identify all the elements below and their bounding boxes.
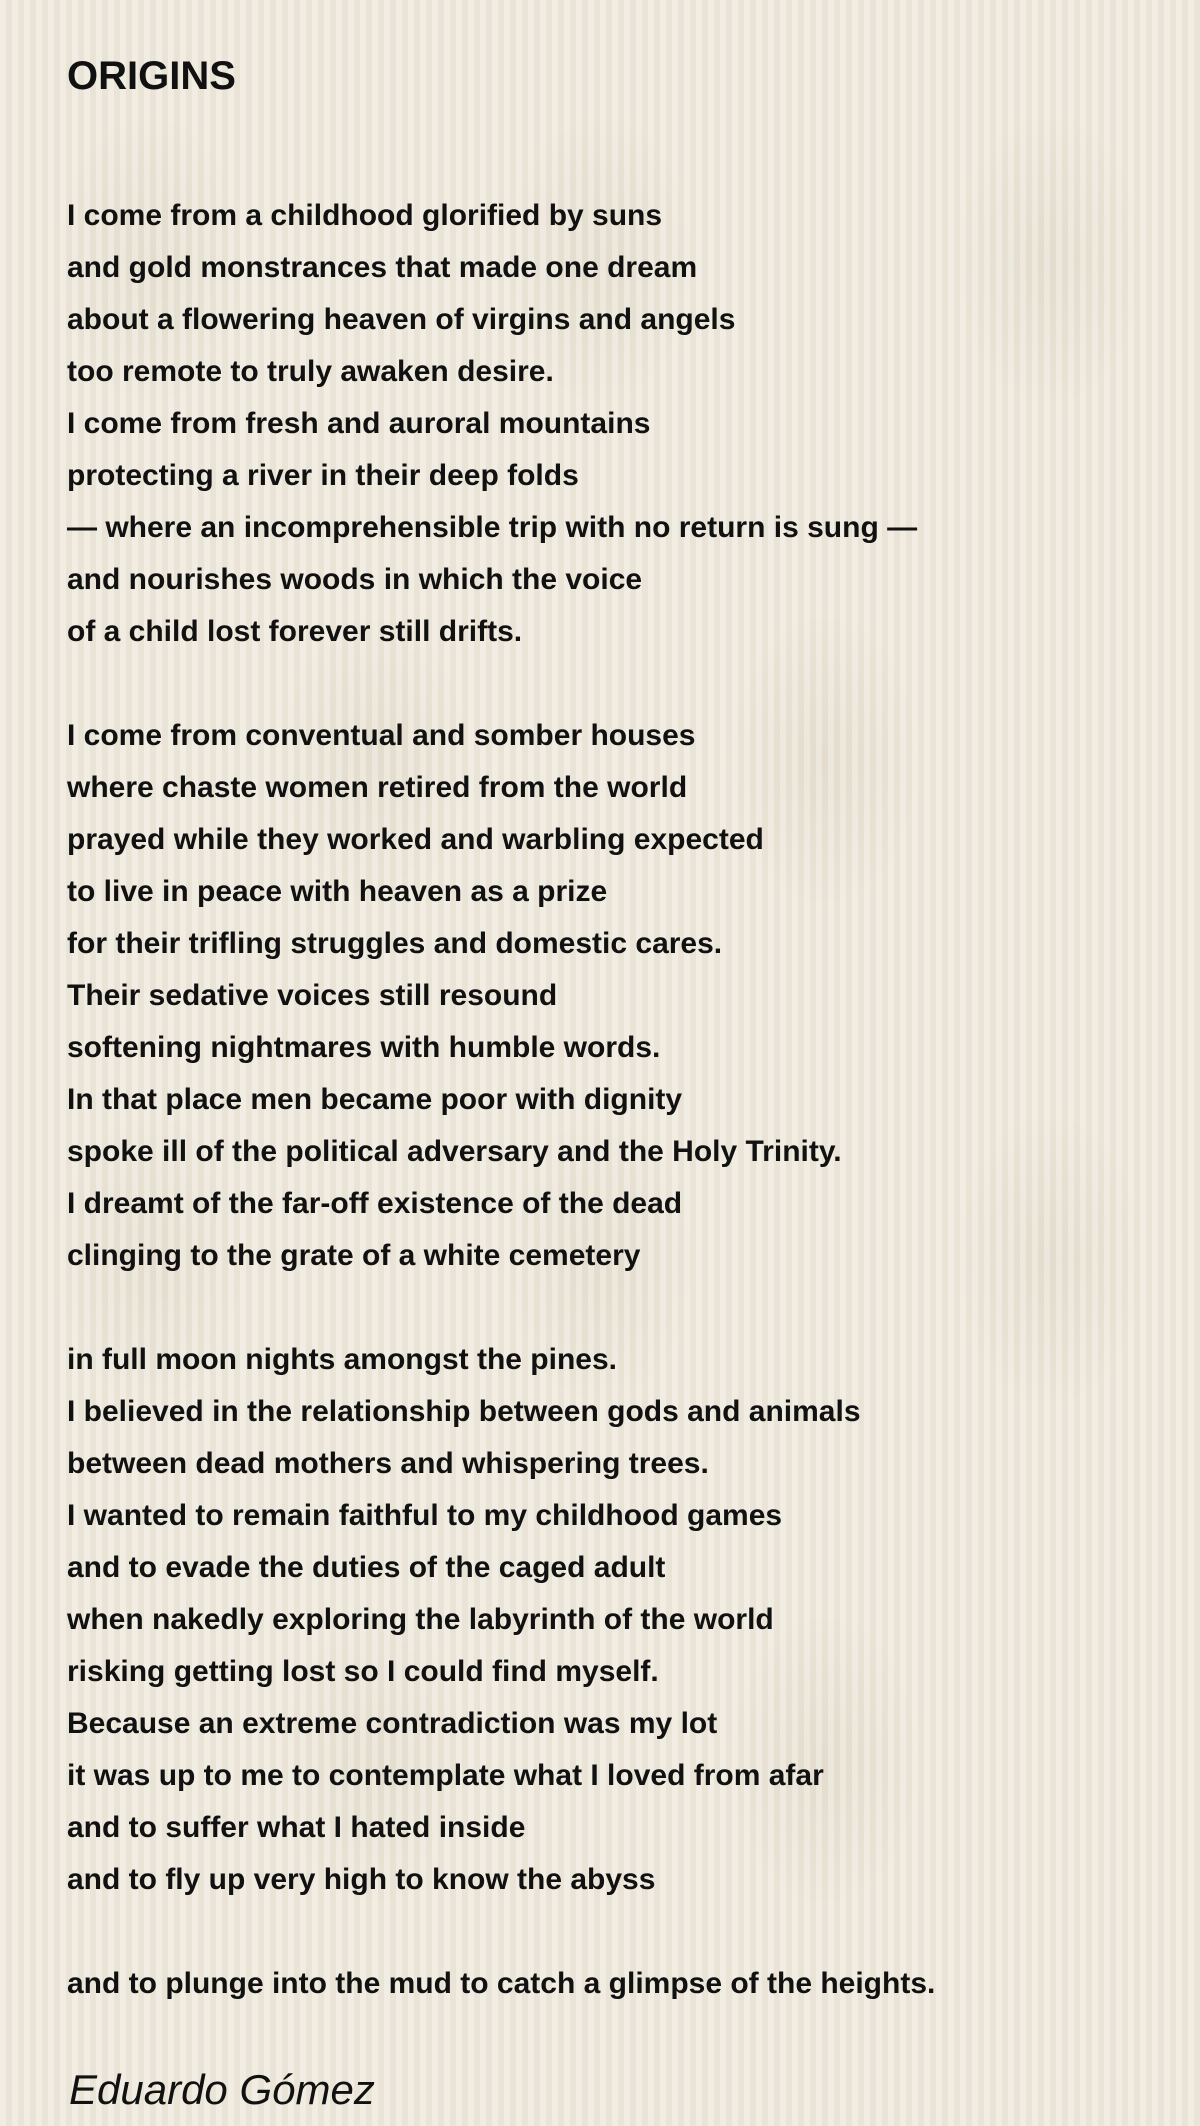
poem-line: spoke ill of the political adversary and the Holy Trinity. (67, 1135, 842, 1168)
poem-line: to live in peace with heaven as a prize (67, 875, 608, 908)
poem-line: In that place men became poor with dignity (67, 1083, 683, 1116)
poem-line: I come from fresh and auroral mountains (67, 407, 651, 440)
poem-line: I come from a childhood glorified by suns (67, 199, 663, 232)
poem-line: Because an extreme contradiction was my lot (67, 1707, 718, 1740)
poem-line: for their trifling struggles and domestic cares. (67, 927, 723, 960)
poem-line: between dead mothers and whispering trees. (67, 1447, 709, 1480)
stanza-break (67, 1282, 1147, 1334)
poem-line: too remote to truly awaken desire. (67, 355, 554, 388)
poem-line: I believed in the relationship between gods and animals (67, 1395, 861, 1428)
stanza-3 (67, 1334, 1147, 1906)
poem-line: of a child lost forever still drifts. (67, 615, 523, 648)
poem-line: it was up to me to contemplate what I loved from afar (67, 1759, 824, 1792)
poem-line: — where an incomprehensible trip with no return is sung — (67, 511, 918, 544)
poem-line: I come from conventual and somber houses (67, 719, 696, 752)
poem-line: prayed while they worked and warbling expected (67, 823, 764, 856)
stanza-break (67, 1906, 1147, 1958)
poem-line: I dreamt of the far-off existence of the dead (67, 1187, 683, 1220)
poem-line: Their sedative voices still resound (67, 979, 558, 1012)
stanza-break (67, 658, 1147, 710)
stanza-2 (67, 710, 1147, 1282)
poem-line: and to plunge into the mud to catch a glimpse of the heights. (67, 1967, 936, 2000)
poem-line: about a flowering heaven of virgins and angels (67, 303, 736, 336)
poem-line: clinging to the grate of a white cemetery (67, 1239, 641, 1272)
poem-line: protecting a river in their deep folds (67, 459, 579, 492)
poem-title: ORIGINS (67, 54, 236, 98)
poem-line: and to suffer what I hated inside (67, 1811, 526, 1844)
poem-line: softening nightmares with humble words. (67, 1031, 661, 1064)
poem-line: when nakedly exploring the labyrinth of the world (67, 1603, 774, 1636)
poem-line: and gold monstrances that made one dream (67, 251, 698, 284)
poem-line: and nourishes woods in which the voice (67, 563, 643, 596)
stanza-1 (67, 190, 1147, 658)
poem-line: in full moon nights amongst the pines. (67, 1343, 617, 1376)
poem-line: and to fly up very high to know the abyss (67, 1863, 656, 1896)
poem-page (67, 48, 1147, 2118)
poem-line: where chaste women retired from the world (67, 771, 688, 804)
poem-body (67, 190, 1147, 2010)
poem-line: risking getting lost so I could find myself. (67, 1655, 659, 1688)
poem-author: Eduardo Gómez (69, 2066, 375, 2113)
stanza-4 (67, 1958, 1147, 2010)
poem-line: I wanted to remain faithful to my childhood games (67, 1499, 783, 1532)
poem-line: and to evade the duties of the caged adult (67, 1551, 666, 1584)
